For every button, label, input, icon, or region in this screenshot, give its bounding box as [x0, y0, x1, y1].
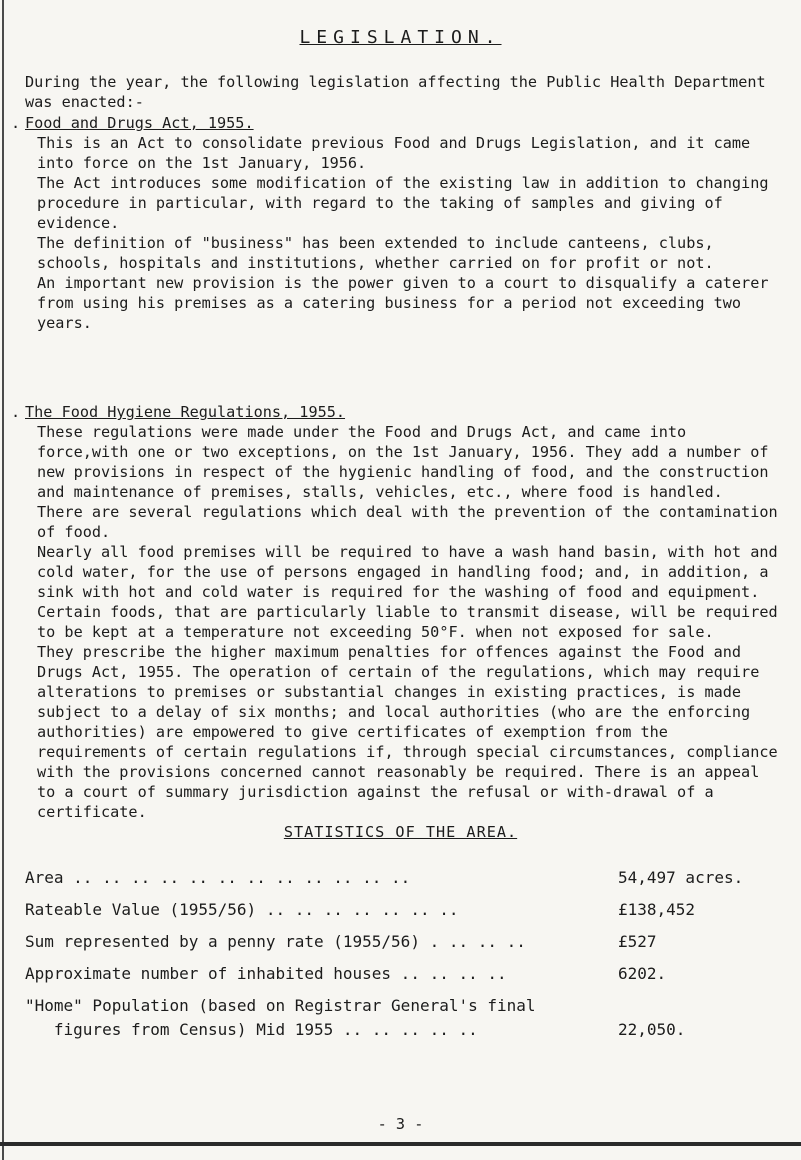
paragraph: The definition of "business" has been extended to include canteens, clubs, schools, hospitals and institutions, whether carried on for profit or not. — [37, 234, 714, 272]
stat-label: "Home" Population (based on Registrar General's final — [25, 996, 536, 1015]
page-number: - 3 - — [377, 1115, 424, 1133]
paragraph: An important new provision is the power given to a court to disqualify a caterer from using his premises as a catering business for a period not exceeding two years. — [37, 274, 769, 332]
stat-row-houses — [25, 964, 785, 986]
stat-value: 6202. — [618, 964, 667, 983]
paragraph: These regulations were made under the Food and Drugs Act, and came into force,with one or two exceptions, on the 1st January, 1956. They add a number of new provisions in respect of the hygienic handling of food, and the construction and maintenance of premises, stalls, vehicles, etc., where food is handled. — [37, 423, 769, 501]
page-title: LEGISLATION. — [299, 27, 502, 48]
stat-label: Rateable Value (1955/56) .. .. .. .. .. .. .. — [25, 900, 459, 919]
stat-value: 54,497 acres. — [618, 868, 744, 887]
bottom-border — [0, 1142, 801, 1146]
section-food-hygiene-regulations — [11, 402, 785, 822]
paragraph: Certain foods, that are particularly liable to transmit disease, will be required to be kept at a temperature not exceeding 50°F. when not exposed for sale. — [37, 603, 778, 641]
stat-row-population — [25, 996, 785, 1018]
statistics-heading: STATISTICS OF THE AREA. — [283, 823, 518, 841]
intro-paragraph: During the year, the following legislation affecting the Public Health Department was enacted:- — [25, 73, 766, 111]
stat-row-rateable-value — [25, 900, 785, 922]
bullet: . — [11, 114, 21, 132]
stat-value: 22,050. — [618, 1020, 686, 1039]
paragraph: There are several regulations which deal with the prevention of the contamination of food. — [37, 503, 778, 541]
stat-value: £527 — [618, 932, 657, 951]
stat-row-penny-rate — [25, 932, 785, 954]
section-heading: The Food Hygiene Regulations, 1955. — [25, 403, 346, 421]
paragraph: The Act introduces some modification of the existing law in addition to changing procedure in particular, with regard to the taking of samples and giving of evidence. — [37, 174, 769, 232]
paragraph: Nearly all food premises will be required to have a wash hand basin, with hot and cold water, for the use of persons engaged in handling food; and, in addition, a sink with hot and cold water is required for the washing of food and equipment. — [37, 543, 778, 601]
section-food-drugs-act — [11, 113, 785, 333]
stat-value: £138,452 — [618, 900, 696, 919]
stat-label: figures from Census) Mid 1955 .. .. .. .. .. — [25, 1020, 478, 1039]
stat-row-area — [25, 868, 785, 890]
left-border — [2, 0, 4, 1160]
bullet: . — [11, 403, 21, 421]
stat-label: Sum represented by a penny rate (1955/56) . .. .. .. — [25, 932, 526, 951]
paragraph: They prescribe the higher maximum penalties for offences against the Food and Drugs Act, 1955. The operation of certain of the regulations, which may require alterations to premises or substantial changes in existing practices, is made subject to a delay of six months; and local authorities (who are the enforcing authorities) are empowered to give certificates of exemption from the requirements of certain regulations if, through special circumstances, compliance with the provisions concerned cannot reasonably be required. There is an appeal to a court of summary jurisdiction against the refusal or with-drawal of a certificate. — [37, 643, 778, 821]
stat-label: Approximate number of inhabited houses .. .. .. .. — [25, 964, 507, 983]
stat-row-population-cont — [25, 1020, 785, 1042]
stat-label: Area .. .. .. .. .. .. .. .. .. .. .. .. — [25, 868, 411, 887]
paragraph: This is an Act to consolidate previous Food and Drugs Legislation, and it came into force on the 1st January, 1956. — [37, 134, 751, 172]
section-heading: Food and Drugs Act, 1955. — [25, 114, 254, 132]
